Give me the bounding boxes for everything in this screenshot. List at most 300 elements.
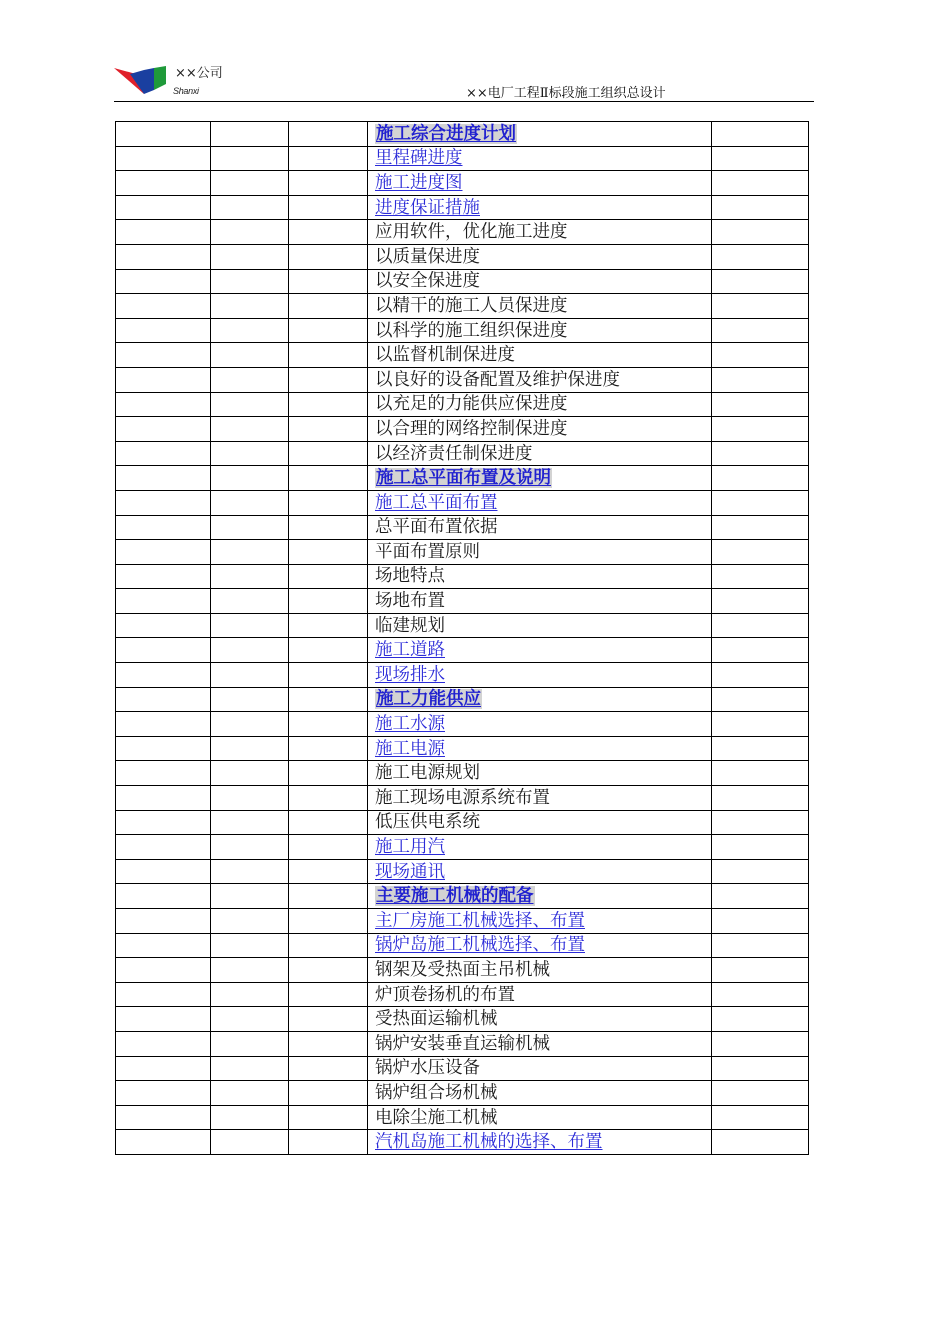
toc-empty-cell xyxy=(712,244,809,269)
toc-empty-cell xyxy=(116,343,211,368)
toc-empty-cell xyxy=(712,1056,809,1081)
toc-row xyxy=(116,712,809,737)
toc-empty-cell xyxy=(289,933,368,958)
toc-title-cell xyxy=(368,367,712,392)
toc-empty-cell xyxy=(211,884,289,909)
toc-empty-cell xyxy=(116,958,211,983)
toc-empty-cell xyxy=(211,712,289,737)
toc-empty-cell xyxy=(289,786,368,811)
toc-empty-cell xyxy=(289,171,368,196)
toc-row xyxy=(116,146,809,171)
toc-empty-cell xyxy=(712,1007,809,1032)
toc-title-cell xyxy=(368,909,712,934)
toc-empty-cell xyxy=(211,220,289,245)
toc-title-cell xyxy=(368,122,712,147)
toc-title-cell xyxy=(368,761,712,786)
toc-empty-cell xyxy=(116,687,211,712)
toc-empty-cell xyxy=(289,294,368,319)
toc-entry-text: 以良好的设备配置及维护保进度 xyxy=(375,369,620,390)
toc-empty-cell xyxy=(211,810,289,835)
toc-entry-link[interactable]: 主厂房施工机械选择、布置 xyxy=(375,910,585,931)
toc-empty-cell xyxy=(289,736,368,761)
toc-empty-cell xyxy=(116,122,211,147)
toc-entry-link[interactable]: 施工道路 xyxy=(375,640,445,661)
toc-empty-cell xyxy=(211,859,289,884)
toc-entry-text: 临建规划 xyxy=(375,615,445,636)
toc-empty-cell xyxy=(211,122,289,147)
toc-row xyxy=(116,195,809,220)
toc-empty-cell xyxy=(116,663,211,688)
toc-row xyxy=(116,343,809,368)
toc-empty-cell xyxy=(211,638,289,663)
toc-row xyxy=(116,392,809,417)
toc-empty-cell xyxy=(289,712,368,737)
toc-empty-cell xyxy=(712,663,809,688)
toc-empty-cell xyxy=(712,367,809,392)
toc-entry-link[interactable]: 里程碑进度 xyxy=(375,148,463,169)
toc-title-cell xyxy=(368,712,712,737)
toc-empty-cell xyxy=(211,146,289,171)
toc-table xyxy=(115,121,809,1155)
toc-empty-cell xyxy=(116,1105,211,1130)
toc-empty-cell xyxy=(289,909,368,934)
toc-empty-cell xyxy=(211,540,289,565)
toc-row xyxy=(116,933,809,958)
toc-row xyxy=(116,490,809,515)
toc-empty-cell xyxy=(289,417,368,442)
toc-empty-cell xyxy=(289,1031,368,1056)
toc-empty-cell xyxy=(211,982,289,1007)
toc-empty-cell xyxy=(211,589,289,614)
toc-empty-cell xyxy=(289,1105,368,1130)
toc-empty-cell xyxy=(712,835,809,860)
toc-empty-cell xyxy=(712,515,809,540)
toc-entry-text: 应用软件，优化施工进度 xyxy=(375,222,568,243)
toc-empty-cell xyxy=(116,761,211,786)
toc-title-cell xyxy=(368,269,712,294)
toc-empty-cell xyxy=(712,1081,809,1106)
toc-row xyxy=(116,564,809,589)
toc-row xyxy=(116,761,809,786)
toc-row xyxy=(116,269,809,294)
toc-empty-cell xyxy=(116,1056,211,1081)
toc-empty-cell xyxy=(211,909,289,934)
toc-row xyxy=(116,515,809,540)
toc-body xyxy=(116,122,809,1155)
toc-row xyxy=(116,909,809,934)
toc-empty-cell xyxy=(116,884,211,909)
toc-row xyxy=(116,220,809,245)
toc-empty-cell xyxy=(211,1007,289,1032)
toc-entry-link[interactable]: 施工总平面布置 xyxy=(375,492,498,513)
toc-title-cell xyxy=(368,982,712,1007)
toc-empty-cell xyxy=(211,269,289,294)
toc-empty-cell xyxy=(211,1081,289,1106)
toc-entry-text: 受热面运输机械 xyxy=(375,1009,498,1030)
toc-section-heading-link[interactable]: 主要施工机械的配备 xyxy=(376,886,534,907)
toc-entry-text: 以经济责任制保进度 xyxy=(375,443,533,464)
toc-empty-cell xyxy=(211,663,289,688)
toc-empty-cell xyxy=(116,736,211,761)
toc-empty-cell xyxy=(116,540,211,565)
toc-title-cell xyxy=(368,638,712,663)
toc-empty-cell xyxy=(289,761,368,786)
toc-title-cell xyxy=(368,343,712,368)
toc-entry-text: 施工电源规划 xyxy=(375,763,480,784)
toc-empty-cell xyxy=(712,958,809,983)
toc-empty-cell xyxy=(712,613,809,638)
toc-empty-cell xyxy=(116,441,211,466)
toc-empty-cell xyxy=(116,515,211,540)
toc-empty-cell xyxy=(289,613,368,638)
toc-row xyxy=(116,589,809,614)
toc-empty-cell xyxy=(211,933,289,958)
toc-empty-cell xyxy=(116,417,211,442)
toc-empty-cell xyxy=(712,146,809,171)
toc-entry-text: 以精干的施工人员保进度 xyxy=(375,295,568,316)
toc-entry-text: 以充足的力能供应保进度 xyxy=(375,394,568,415)
toc-row xyxy=(116,122,809,147)
toc-section-heading-link[interactable]: 施工综合进度计划 xyxy=(376,123,516,144)
toc-empty-cell xyxy=(116,835,211,860)
toc-empty-cell xyxy=(211,490,289,515)
toc-title-cell xyxy=(368,663,712,688)
toc-empty-cell xyxy=(211,441,289,466)
toc-title-cell xyxy=(368,171,712,196)
toc-empty-cell xyxy=(289,564,368,589)
toc-title-cell xyxy=(368,146,712,171)
company-name: ××公司 xyxy=(175,66,223,81)
toc-empty-cell xyxy=(712,786,809,811)
toc-empty-cell xyxy=(211,466,289,491)
toc-empty-cell xyxy=(116,909,211,934)
toc-entry-link[interactable]: 施工电源 xyxy=(375,738,445,759)
toc-row xyxy=(116,1031,809,1056)
toc-title-cell xyxy=(368,1105,712,1130)
toc-empty-cell xyxy=(116,1007,211,1032)
toc-empty-cell xyxy=(211,515,289,540)
document-title: ××电厂工程Ⅱ标段施工组织总设计 xyxy=(466,86,666,101)
toc-title-cell xyxy=(368,884,712,909)
toc-entry-text: 以合理的网络控制保进度 xyxy=(375,418,568,439)
toc-row xyxy=(116,318,809,343)
toc-title-cell xyxy=(368,1130,712,1155)
toc-section-heading-link[interactable]: 施工总平面布置及说明 xyxy=(376,468,551,489)
toc-empty-cell xyxy=(289,835,368,860)
toc-empty-cell xyxy=(211,761,289,786)
toc-row xyxy=(116,171,809,196)
toc-empty-cell xyxy=(116,589,211,614)
toc-entry-text: 锅炉水压设备 xyxy=(375,1058,480,1079)
toc-empty-cell xyxy=(211,1056,289,1081)
toc-empty-cell xyxy=(289,343,368,368)
toc-row xyxy=(116,294,809,319)
toc-empty-cell xyxy=(116,982,211,1007)
toc-title-cell xyxy=(368,244,712,269)
toc-empty-cell xyxy=(289,982,368,1007)
toc-empty-cell xyxy=(289,859,368,884)
toc-title-cell xyxy=(368,466,712,491)
toc-empty-cell xyxy=(116,195,211,220)
toc-empty-cell xyxy=(712,761,809,786)
toc-empty-cell xyxy=(116,490,211,515)
toc-title-cell xyxy=(368,589,712,614)
toc-empty-cell xyxy=(712,982,809,1007)
toc-empty-cell xyxy=(712,859,809,884)
toc-title-cell xyxy=(368,1056,712,1081)
toc-empty-cell xyxy=(116,638,211,663)
toc-row xyxy=(116,613,809,638)
toc-empty-cell xyxy=(712,466,809,491)
toc-empty-cell xyxy=(289,269,368,294)
toc-row xyxy=(116,367,809,392)
toc-empty-cell xyxy=(116,1031,211,1056)
toc-empty-cell xyxy=(289,367,368,392)
toc-empty-cell xyxy=(712,687,809,712)
toc-title-cell xyxy=(368,835,712,860)
toc-empty-cell xyxy=(712,712,809,737)
toc-empty-cell xyxy=(116,786,211,811)
toc-row xyxy=(116,958,809,983)
toc-empty-cell xyxy=(712,1031,809,1056)
toc-row xyxy=(116,1130,809,1155)
toc-entry-link[interactable]: 锅炉岛施工机械选择、布置 xyxy=(375,935,585,956)
toc-title-cell xyxy=(368,1007,712,1032)
toc-empty-cell xyxy=(289,1081,368,1106)
toc-entry-link[interactable]: 汽机岛施工机械的选择、布置 xyxy=(375,1132,603,1153)
toc-entry-text: 以科学的施工组织保进度 xyxy=(375,320,568,341)
toc-empty-cell xyxy=(712,909,809,934)
toc-empty-cell xyxy=(712,736,809,761)
toc-empty-cell xyxy=(289,220,368,245)
toc-title-cell xyxy=(368,294,712,319)
toc-row xyxy=(116,663,809,688)
toc-empty-cell xyxy=(712,269,809,294)
toc-empty-cell xyxy=(712,171,809,196)
toc-title-cell xyxy=(368,540,712,565)
toc-title-cell xyxy=(368,687,712,712)
toc-entry-text: 炉顶卷扬机的布置 xyxy=(375,984,515,1005)
toc-entry-link[interactable]: 进度保证措施 xyxy=(375,197,480,218)
toc-title-cell xyxy=(368,1031,712,1056)
toc-title-cell xyxy=(368,736,712,761)
toc-entry-link[interactable]: 施工水源 xyxy=(375,714,445,735)
toc-entry-text: 场地布置 xyxy=(375,591,445,612)
toc-empty-cell xyxy=(289,810,368,835)
toc-empty-cell xyxy=(712,1130,809,1155)
toc-empty-cell xyxy=(289,958,368,983)
toc-empty-cell xyxy=(211,343,289,368)
toc-entry-text: 以安全保进度 xyxy=(375,271,480,292)
toc-empty-cell xyxy=(116,1130,211,1155)
toc-title-cell xyxy=(368,515,712,540)
toc-empty-cell xyxy=(211,687,289,712)
toc-empty-cell xyxy=(712,638,809,663)
toc-empty-cell xyxy=(211,1130,289,1155)
toc-entry-text: 锅炉组合场机械 xyxy=(375,1082,498,1103)
toc-empty-cell xyxy=(211,294,289,319)
toc-empty-cell xyxy=(289,515,368,540)
toc-row xyxy=(116,540,809,565)
toc-empty-cell xyxy=(211,958,289,983)
toc-empty-cell xyxy=(116,244,211,269)
company-logo xyxy=(114,64,170,100)
toc-empty-cell xyxy=(289,638,368,663)
toc-empty-cell xyxy=(289,146,368,171)
toc-empty-cell xyxy=(289,441,368,466)
toc-empty-cell xyxy=(116,1081,211,1106)
toc-row xyxy=(116,1056,809,1081)
toc-row xyxy=(116,687,809,712)
toc-empty-cell xyxy=(712,490,809,515)
toc-empty-cell xyxy=(116,171,211,196)
toc-empty-cell xyxy=(211,195,289,220)
toc-empty-cell xyxy=(211,736,289,761)
toc-empty-cell xyxy=(289,687,368,712)
toc-empty-cell xyxy=(116,613,211,638)
toc-empty-cell xyxy=(289,490,368,515)
toc-empty-cell xyxy=(116,367,211,392)
toc-row xyxy=(116,982,809,1007)
toc-section-heading-link[interactable]: 施工力能供应 xyxy=(376,689,481,710)
toc-title-cell xyxy=(368,786,712,811)
toc-title-cell xyxy=(368,195,712,220)
toc-empty-cell xyxy=(289,122,368,147)
toc-empty-cell xyxy=(712,318,809,343)
toc-entry-text: 锅炉安装垂直运输机械 xyxy=(375,1033,550,1054)
toc-title-cell xyxy=(368,392,712,417)
toc-empty-cell xyxy=(712,417,809,442)
toc-title-cell xyxy=(368,1081,712,1106)
toc-empty-cell xyxy=(289,318,368,343)
toc-empty-cell xyxy=(116,712,211,737)
toc-empty-cell xyxy=(289,1056,368,1081)
toc-entry-text: 总平面布置依据 xyxy=(375,517,498,538)
toc-empty-cell xyxy=(211,171,289,196)
toc-empty-cell xyxy=(211,835,289,860)
toc-empty-cell xyxy=(712,589,809,614)
toc-entry-link[interactable]: 施工用汽 xyxy=(375,837,445,858)
toc-entry-text: 平面布置原则 xyxy=(375,541,480,562)
toc-empty-cell xyxy=(712,294,809,319)
toc-title-cell xyxy=(368,220,712,245)
toc-empty-cell xyxy=(211,613,289,638)
toc-title-cell xyxy=(368,490,712,515)
toc-title-cell xyxy=(368,859,712,884)
toc-empty-cell xyxy=(289,663,368,688)
toc-row xyxy=(116,1007,809,1032)
toc-empty-cell xyxy=(712,220,809,245)
toc-empty-cell xyxy=(712,884,809,909)
toc-empty-cell xyxy=(116,220,211,245)
toc-empty-cell xyxy=(289,1130,368,1155)
toc-empty-cell xyxy=(116,933,211,958)
toc-empty-cell xyxy=(211,1031,289,1056)
toc-entry-link[interactable]: 现场通讯 xyxy=(375,861,445,882)
toc-entry-text: 施工现场电源系统布置 xyxy=(375,787,550,808)
toc-title-cell xyxy=(368,810,712,835)
toc-empty-cell xyxy=(289,392,368,417)
toc-entry-text: 场地特点 xyxy=(375,566,445,587)
toc-empty-cell xyxy=(116,269,211,294)
toc-empty-cell xyxy=(289,466,368,491)
toc-empty-cell xyxy=(116,859,211,884)
toc-empty-cell xyxy=(116,146,211,171)
toc-title-cell xyxy=(368,933,712,958)
toc-empty-cell xyxy=(712,1105,809,1130)
toc-empty-cell xyxy=(712,392,809,417)
toc-entry-link[interactable]: 现场排水 xyxy=(375,664,445,685)
toc-empty-cell xyxy=(211,417,289,442)
toc-empty-cell xyxy=(712,343,809,368)
toc-empty-cell xyxy=(211,244,289,269)
toc-row xyxy=(116,638,809,663)
toc-title-cell xyxy=(368,958,712,983)
toc-empty-cell xyxy=(289,195,368,220)
toc-row xyxy=(116,441,809,466)
toc-row xyxy=(116,466,809,491)
toc-row xyxy=(116,810,809,835)
toc-empty-cell xyxy=(211,392,289,417)
toc-entry-text: 电除尘施工机械 xyxy=(375,1107,498,1128)
toc-empty-cell xyxy=(116,810,211,835)
header-rule xyxy=(114,101,814,102)
toc-empty-cell xyxy=(712,810,809,835)
toc-empty-cell xyxy=(712,441,809,466)
toc-empty-cell xyxy=(211,786,289,811)
toc-empty-cell xyxy=(289,589,368,614)
toc-empty-cell xyxy=(712,564,809,589)
toc-empty-cell xyxy=(211,1105,289,1130)
toc-empty-cell xyxy=(712,933,809,958)
toc-row xyxy=(116,786,809,811)
toc-empty-cell xyxy=(289,540,368,565)
toc-empty-cell xyxy=(116,294,211,319)
toc-empty-cell xyxy=(211,564,289,589)
toc-empty-cell xyxy=(712,195,809,220)
toc-empty-cell xyxy=(116,466,211,491)
toc-row xyxy=(116,1105,809,1130)
toc-row xyxy=(116,417,809,442)
toc-title-cell xyxy=(368,441,712,466)
toc-empty-cell xyxy=(116,318,211,343)
toc-empty-cell xyxy=(712,122,809,147)
toc-row xyxy=(116,736,809,761)
toc-empty-cell xyxy=(289,884,368,909)
toc-empty-cell xyxy=(116,392,211,417)
toc-empty-cell xyxy=(712,540,809,565)
toc-row xyxy=(116,244,809,269)
toc-title-cell xyxy=(368,417,712,442)
toc-empty-cell xyxy=(211,318,289,343)
toc-empty-cell xyxy=(289,244,368,269)
toc-empty-cell xyxy=(289,1007,368,1032)
toc-entry-text: 钢架及受热面主吊机械 xyxy=(375,959,550,980)
toc-empty-cell xyxy=(116,564,211,589)
toc-entry-link[interactable]: 施工进度图 xyxy=(375,172,463,193)
toc-row xyxy=(116,1081,809,1106)
toc-entry-text: 以质量保进度 xyxy=(375,246,480,267)
toc-entry-text: 以监督机制保进度 xyxy=(375,345,515,366)
toc-title-cell xyxy=(368,318,712,343)
toc-entry-text: 低压供电系统 xyxy=(375,812,480,833)
company-subtitle: Shanxi xyxy=(173,86,199,96)
toc-title-cell xyxy=(368,564,712,589)
toc-row xyxy=(116,884,809,909)
toc-row xyxy=(116,859,809,884)
toc-title-cell xyxy=(368,613,712,638)
toc-row xyxy=(116,835,809,860)
